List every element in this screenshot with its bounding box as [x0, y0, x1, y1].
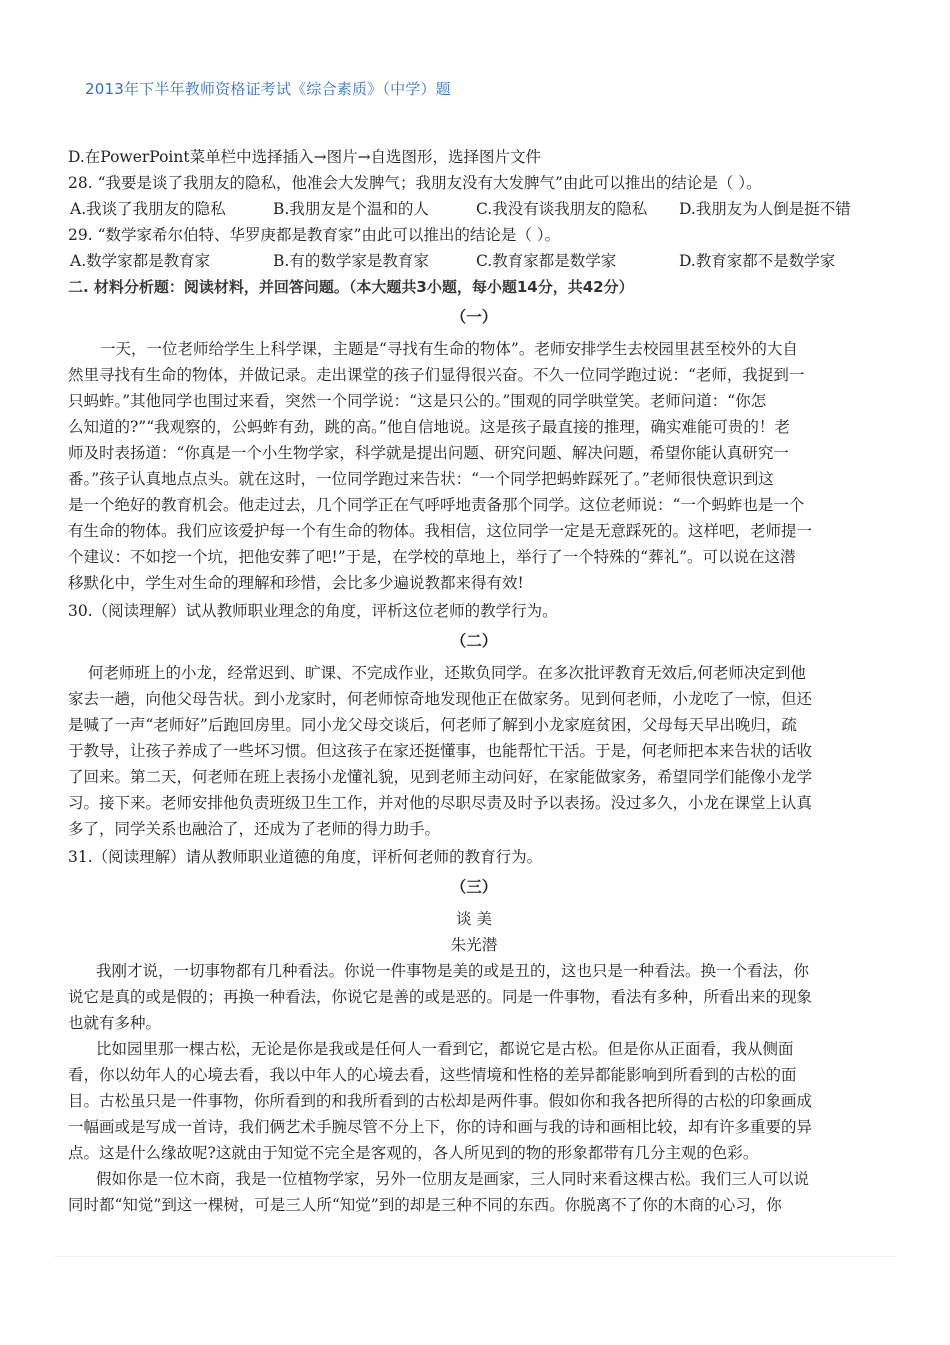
text-line: 是一个绝好的教育机会。他走过去，几个同学正在气呼呼地责备那个同学。这位老师说：“一个蚂蚱也是一个 — [68, 496, 805, 514]
section-2-heading: 二. 材料分析题：阅读材料，并回答问题。（本大题共3小题，每小题14分，共42分） — [68, 278, 634, 296]
text-line: 同时都“知觉”到这一棵树，可是三人所“知觉”到的却是三种不同的东西。你脱离不了你的木商的心习，你 — [68, 1196, 782, 1214]
question-31: 31.（阅读理解）请从教师职业道德的角度，评析何老师的教育行为。 — [68, 848, 543, 866]
material-3-heading: （三） — [450, 877, 498, 896]
text-line: 番。”孩子认真地点点头。就在这时，一位同学跑过来告状：“一个同学把蚂蚱踩死了。”老师很快意识到这 — [68, 470, 774, 488]
option-b: B.有的数学家是教育家 — [273, 252, 429, 270]
text-line: 是喊了一声“老师好”后跑回房里。同小龙父母交谈后，何老师了解到小龙家庭贫困，父母每天早出晚归，疏 — [68, 716, 797, 734]
option-c: C.我没有谈我朋友的隐私 — [476, 200, 648, 218]
text-line: 我刚才说，一切事物都有几种看法。你说一件事物是美的或是丑的，这也只是一种看法。换一个看法，你 — [96, 962, 810, 980]
previous-question-option: D.在PowerPoint菜单栏中选择插入→图片→自选图形，选择图片文件 — [68, 148, 542, 166]
option-d: D.我朋友为人倒是挺不错 — [679, 200, 851, 218]
text-line: 有生命的物体。我们应该爱护每一个有生命的物体。我相信，这位同学一定是无意踩死的。这样吧，老师提一 — [68, 522, 813, 540]
option-b: B.我朋友是个温和的人 — [273, 200, 429, 218]
option-a: A.数学家都是教育家 — [70, 252, 211, 270]
material-2-heading: （二） — [450, 631, 498, 650]
question-29-options — [68, 248, 880, 274]
text-line: 目。古松虽只是一件事物，你所看到的和我所看到的古松却是两件事。假如你和我各把所得的古松的印象画成 — [68, 1092, 813, 1110]
article-title: 谈 美 — [456, 910, 492, 928]
article-author: 朱光潜 — [450, 936, 498, 954]
article-paragraph-3 — [68, 1166, 880, 1218]
text-line: 师及时表扬道：“你真是一个小生物学家，科学就是提出问题、研究问题、解决问题，希望你能认真研究一 — [68, 444, 789, 462]
text-line: 一天，一位老师给学生上科学课，主题是“寻找有生命的物体”。老师安排学生去校园里甚至校外的大自 — [100, 340, 798, 358]
option-a: A.我谈了我朋友的隐私 — [70, 200, 226, 218]
text-line: 假如你是一位木商，我是一位植物学家，另外一位朋友是画家，三人同时来看这棵古松。我们三人可以说 — [96, 1170, 810, 1188]
question-28-stem: 28. “我要是谈了我朋友的隐私，他准会大发脾气；我朋友没有大发脾气”由此可以推出的结论是（ ）。 — [68, 174, 762, 192]
text-line: 家去一趟，向他父母告状。到小龙家时，何老师惊奇地发现他正在做家务。见到何老师，小龙吃了一惊，但还 — [68, 690, 813, 708]
text-line: 于教导，让孩子养成了一些坏习惯。但这孩子在家还挺懂事，也能帮忙干活。于是，何老师把本来告状的话收 — [68, 742, 813, 760]
page-bottom-divider — [55, 1256, 895, 1257]
document-body — [68, 144, 880, 1218]
text-line: 个建议：不如挖一个坑，把他安葬了吧!”于是，在学校的草地上，举行了一个特殊的“葬礼”。可以说在这潜 — [68, 548, 796, 566]
material-1-paragraph — [68, 336, 880, 596]
text-line: 么知道的?”“我观察的，公蚂蚱有劲，跳的高。”他自信地说。这是孩子最直接的推理，确实难能可贵的！老 — [68, 418, 790, 436]
text-line: 移默化中，学生对生命的理解和珍惜，会比多少遍说教都来得有效! — [68, 574, 524, 592]
text-line: 多了，同学关系也融洽了，还成为了老师的得力助手。 — [68, 820, 441, 838]
text-line: 说它是真的或是假的；再换一种看法，你说它是善的或是恶的。同是一件事物，看法有多种，所看出来的现象 — [68, 988, 813, 1006]
text-line: 一幅画或是写成一首诗，我们俩艺术手腕尽管不分上下，你的诗和画与我的诗和画相比较，却有许多重要的异 — [68, 1118, 813, 1136]
question-30: 30.（阅读理解）试从教师职业理念的角度，评析这位老师的教学行为。 — [68, 602, 558, 620]
article-paragraph-2 — [68, 1036, 880, 1166]
material-2-paragraph — [68, 660, 880, 842]
text-line: 点。这是什么缘故呢?这就由于知觉不完全是客观的，各人所见到的物的形象都带有几分主观的色彩。 — [68, 1144, 759, 1162]
material-1-heading: （一） — [450, 307, 498, 326]
text-line: 然里寻找有生命的物体，并做记录。走出课堂的孩子们显得很兴奋。不久一位同学跑过说：“老师，我捉到一 — [68, 366, 805, 384]
text-line: 何老师班上的小龙，经常迟到、旷课、不完成作业，还欺负同学。在多次批评教育无效后,何老师决定到他 — [88, 664, 806, 682]
text-line: 看，你以幼年人的心境去看，我以中年人的心境去看，这些情境和性格的差异都能影响到所看到的古松的面 — [68, 1066, 797, 1084]
text-line: 只蚂蚱。”其他同学也围过来看，突然一个同学说：“这是只公的。”围观的同学哄堂笑。老师问道：“你怎 — [68, 392, 767, 410]
text-line: 了回来。第二天，何老师在班上表扬小龙懂礼貌，见到老师主动问好，在家能做家务，希望同学们能像小龙学 — [68, 768, 813, 786]
question-28-options — [68, 196, 880, 222]
text-line: 也就有多种。 — [68, 1014, 162, 1032]
text-line: 比如园里那一棵古松，无论是你是我或是任何人一看到它，都说它是古松。但是你从正面看，我从侧面 — [96, 1040, 794, 1058]
article-paragraph-1 — [68, 958, 880, 1036]
option-d: D.教育家都不是数学家 — [679, 252, 836, 270]
page-header-title: 2013年下半年教师资格证考试《综合素质》（中学）题 — [85, 80, 451, 98]
question-29-stem: 29. “数学家希尔伯特、华罗庚都是教育家”由此可以推出的结论是（ ）。 — [68, 226, 561, 244]
option-c: C.教育家都是数学家 — [476, 252, 617, 270]
text-line: 习。接下来。老师安排他负责班级卫生工作，并对他的尽职尽责及时予以表扬。没过多久，小龙在课堂上认真 — [68, 794, 813, 812]
